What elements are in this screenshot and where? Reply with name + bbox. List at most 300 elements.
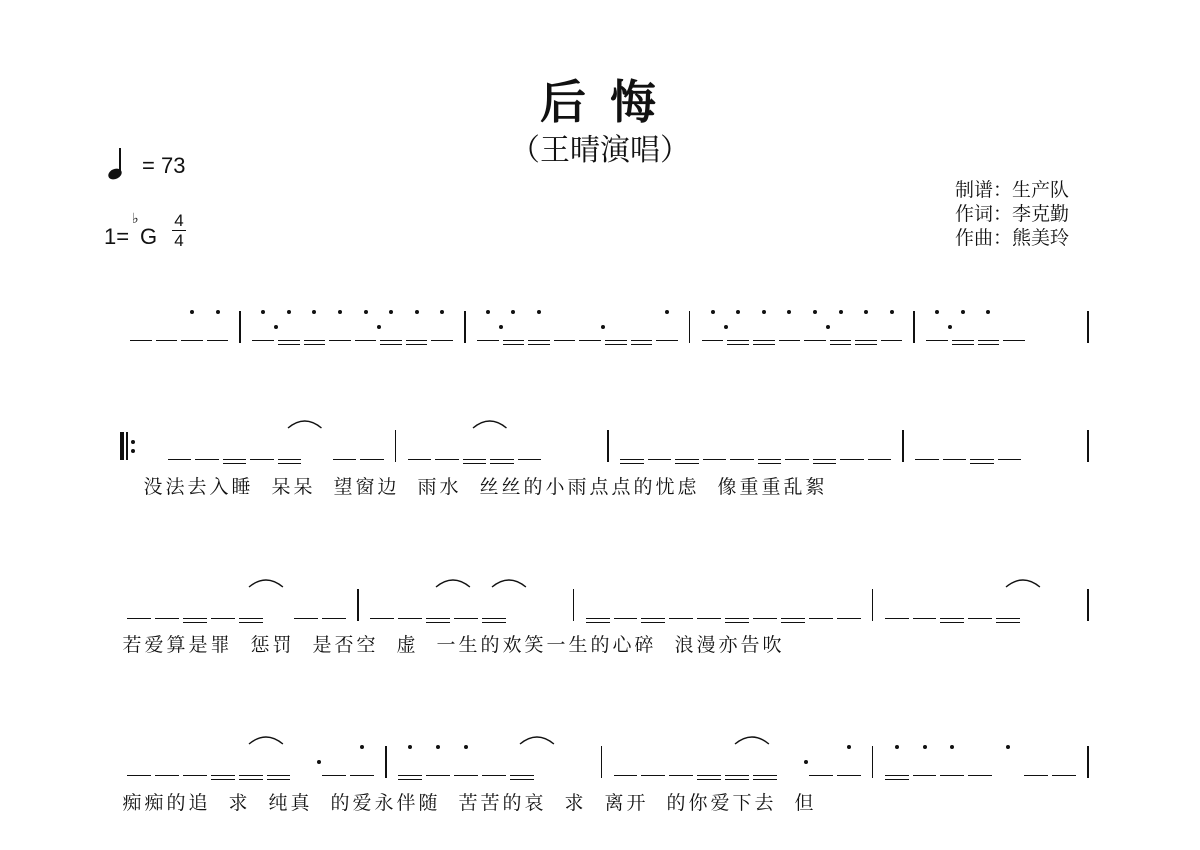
beam-underline [725, 618, 749, 619]
beam-underline [183, 618, 207, 619]
beam-underline [127, 775, 151, 776]
lyric-char: 的 [166, 792, 186, 814]
octave-high-dot [216, 310, 220, 314]
beam-underline [1003, 340, 1025, 341]
octave-high-dot [864, 310, 868, 314]
beam-underline-3 [223, 463, 246, 464]
beam-underline [840, 459, 863, 460]
beam-underline [435, 459, 458, 460]
beam-underline-3 [940, 622, 964, 623]
beam-underline [211, 775, 235, 776]
lyric-char: 生 [458, 634, 478, 656]
octave-high-dot [736, 310, 740, 314]
beam-underline [211, 618, 235, 619]
beam-underline-3 [510, 779, 534, 780]
beam-underline [454, 618, 478, 619]
beam-underline [697, 775, 721, 776]
beam-underline-3 [398, 779, 422, 780]
octave-high-dot [935, 310, 939, 314]
beam-underline [250, 459, 273, 460]
beam-underline [804, 340, 826, 341]
beam-underline [730, 459, 753, 460]
octave-high-dot [813, 310, 817, 314]
barline [872, 746, 874, 778]
beam-underline [641, 618, 665, 619]
lyric-char: 丝 [479, 476, 499, 498]
beam-underline [482, 775, 506, 776]
octave-high-dot [537, 310, 541, 314]
beam-underline-3 [675, 463, 698, 464]
barline [464, 311, 466, 343]
lyric-char: 法 [165, 476, 185, 498]
octave-high-dot [389, 310, 393, 314]
barline [913, 311, 915, 343]
key-note: G [140, 224, 158, 249]
barline [607, 430, 609, 462]
time-denominator: 4 [174, 231, 184, 250]
beam-underline [785, 459, 808, 460]
lyric-char: 爱 [144, 634, 164, 656]
beam-underline [940, 775, 964, 776]
beam-underline-2 [380, 344, 402, 345]
lyric-char: 亦 [718, 634, 738, 656]
lyric-char: 虚 [396, 634, 416, 656]
beam-underline [885, 775, 909, 776]
beam-underline-3 [528, 344, 550, 345]
beam-underline-3 [978, 344, 1000, 345]
lyrics-line [142, 476, 826, 498]
song-title: 后 悔 [539, 75, 660, 129]
beam-underline [885, 618, 909, 619]
beam-underline [482, 618, 506, 619]
lyric-char: 哀 [524, 792, 544, 814]
lyric-char: 呆 [293, 476, 313, 498]
lyric-char: 随 [418, 792, 438, 814]
barline [902, 430, 904, 462]
beam-underline [333, 459, 356, 460]
lyric-char: 伴 [396, 792, 416, 814]
lyric-char: 望 [333, 476, 353, 498]
beam-underline-3 [183, 622, 207, 623]
barline [385, 746, 387, 778]
beam-underline-3 [970, 463, 993, 464]
beam-underline [518, 459, 541, 460]
lyric-char: 纯 [268, 792, 288, 814]
beam-underline [426, 618, 450, 619]
tie-arc [434, 575, 472, 589]
barline [1087, 311, 1089, 343]
lyric-char: 笑 [524, 634, 544, 656]
lyric-char: 去 [187, 476, 207, 498]
lyrics-line [121, 792, 815, 814]
beam-underline [252, 340, 274, 341]
beam-underline-3 [885, 779, 909, 780]
beam-underline-3 [725, 779, 749, 780]
beam-underline [996, 618, 1020, 619]
song-subtitle: （王晴演唱） [510, 133, 690, 168]
octave-high-dot [950, 745, 954, 749]
beam-underline-2 [503, 344, 525, 345]
dotted-note-dot [274, 325, 278, 329]
beam-underline [406, 340, 428, 341]
tie-arc [490, 575, 528, 589]
beam-underline [156, 340, 178, 341]
beam-underline-3 [697, 779, 721, 780]
lyric-char: 重 [739, 476, 759, 498]
lyric-char: 虑 [677, 476, 697, 498]
barline [872, 589, 874, 621]
lyric-char: 呆 [271, 476, 291, 498]
beam-underline [398, 618, 422, 619]
lyric-char: 漫 [696, 634, 716, 656]
beam-underline [322, 618, 346, 619]
beam-underline [913, 618, 937, 619]
beam-underline-3 [239, 779, 263, 780]
lyric-char: 碎 [634, 634, 654, 656]
beam-underline [605, 340, 627, 341]
octave-high-dot [190, 310, 194, 314]
lyric-char: 你 [688, 792, 708, 814]
lyric-char: 去 [754, 792, 774, 814]
beam-underline [1024, 775, 1048, 776]
lyricist-credit: 作词：李克勤 [955, 203, 1070, 225]
dotted-note-dot [948, 325, 952, 329]
beam-underline [781, 618, 805, 619]
beam-underline [127, 618, 151, 619]
lyric-char: 是 [312, 634, 332, 656]
flat-icon: ♭ [132, 210, 139, 226]
lyric-char: 痴 [122, 792, 142, 814]
lyric-char: 欢 [502, 634, 522, 656]
octave-high-dot [762, 310, 766, 314]
beam-underline [195, 459, 218, 460]
arranger-credit: 制谱：生产队 [955, 179, 1070, 201]
beam-underline [779, 340, 801, 341]
beam-underline [952, 340, 974, 341]
beam-underline [614, 775, 638, 776]
beam-underline [978, 340, 1000, 341]
beam-underline-3 [490, 463, 513, 464]
lyric-char: 求 [564, 792, 584, 814]
lyric-char: 没 [143, 476, 163, 498]
dotted-note-dot [826, 325, 830, 329]
octave-high-dot [338, 310, 342, 314]
octave-high-dot [961, 310, 965, 314]
lyric-char: 空 [356, 634, 376, 656]
dotted-note-dot [377, 325, 381, 329]
quarter-note-stem [119, 148, 121, 174]
beam-underline [669, 618, 693, 619]
beam-underline-2 [952, 344, 974, 345]
lyric-char: 小 [545, 476, 565, 498]
beam-underline-3 [753, 779, 777, 780]
octave-high-dot [287, 310, 291, 314]
beam-underline [398, 775, 422, 776]
beam-underline [490, 459, 513, 460]
tie-arc [471, 416, 508, 430]
octave-high-dot [711, 310, 715, 314]
beam-underline [940, 618, 964, 619]
composer-credit: 作曲：熊美玲 [955, 227, 1070, 249]
octave-high-dot [511, 310, 515, 314]
beam-underline [970, 459, 993, 460]
lyric-char: 的 [590, 634, 610, 656]
beam-underline [207, 340, 229, 341]
beam-underline [239, 775, 263, 776]
lyric-char: 算 [166, 634, 186, 656]
tie-arc [247, 575, 285, 589]
lyric-char: 雨 [567, 476, 587, 498]
beam-underline [669, 775, 693, 776]
dotted-note-dot [724, 325, 728, 329]
beam-underline [913, 775, 937, 776]
tie-arc [1004, 575, 1042, 589]
lyric-char: 离 [604, 792, 624, 814]
octave-high-dot [986, 310, 990, 314]
barline [573, 589, 575, 621]
tempo-value: = 73 [142, 153, 186, 178]
lyric-char: 雨 [417, 476, 437, 498]
octave-high-dot [895, 745, 899, 749]
beam-underline-3 [781, 622, 805, 623]
beam-underline [809, 618, 833, 619]
beam-underline [360, 459, 383, 460]
beam-underline [648, 459, 671, 460]
octave-high-dot [360, 745, 364, 749]
lyric-char: 否 [334, 634, 354, 656]
beam-underline [554, 340, 576, 341]
beam-underline-3 [278, 463, 301, 464]
beam-underline [758, 459, 781, 460]
beam-underline [350, 775, 374, 776]
beam-underline-3 [304, 344, 326, 345]
lyric-char: 若 [122, 634, 142, 656]
lyric-char: 像 [717, 476, 737, 498]
beam-underline [968, 618, 992, 619]
beam-underline [528, 340, 550, 341]
beam-underline-3 [631, 344, 653, 345]
lyric-char: 的 [633, 476, 653, 498]
octave-high-dot [436, 745, 440, 749]
beam-underline [239, 618, 263, 619]
barline [1087, 589, 1089, 621]
lyric-char: 下 [732, 792, 752, 814]
credits [955, 178, 1069, 250]
lyric-char: 告 [740, 634, 760, 656]
beam-underline [155, 618, 179, 619]
repeat-dot-lower [131, 449, 135, 453]
beam-underline-3 [641, 622, 665, 623]
lyric-char: 边 [377, 476, 397, 498]
lyric-char: 吹 [762, 634, 782, 656]
lyric-char: 开 [626, 792, 646, 814]
octave-high-dot [408, 745, 412, 749]
beam-underline-3 [758, 463, 781, 464]
lyric-char: 生 [568, 634, 588, 656]
lyric-char: 惩 [250, 634, 270, 656]
beam-underline [809, 775, 833, 776]
octave-high-dot [839, 310, 843, 314]
beam-underline-3 [463, 463, 486, 464]
octave-high-dot [847, 745, 851, 749]
beam-underline [703, 459, 726, 460]
lyric-char: 苦 [480, 792, 500, 814]
beam-underline-3 [239, 622, 263, 623]
beam-underline [155, 775, 179, 776]
beam-underline-2 [605, 344, 627, 345]
beam-underline [503, 340, 525, 341]
beam-underline [725, 775, 749, 776]
beam-underline [168, 459, 191, 460]
lyric-char: 是 [188, 634, 208, 656]
beam-underline [641, 775, 665, 776]
lyric-char: 爱 [710, 792, 730, 814]
beam-underline-3 [620, 463, 643, 464]
lyric-char: 浪 [674, 634, 694, 656]
beam-underline-3 [426, 622, 450, 623]
barline [357, 589, 359, 621]
time-signature [172, 212, 186, 249]
barline [601, 746, 603, 778]
beam-underline-2 [727, 344, 749, 345]
beam-underline [631, 340, 653, 341]
lyric-char: 点 [611, 476, 631, 498]
beam-underline [355, 340, 377, 341]
beam-underline-2 [278, 344, 300, 345]
beam-underline [753, 340, 775, 341]
beam-underline-3 [855, 344, 877, 345]
beam-underline [753, 775, 777, 776]
barline [1087, 430, 1089, 462]
lyric-char: 一 [546, 634, 566, 656]
beam-underline [267, 775, 291, 776]
barline [395, 430, 397, 462]
tie-arc [518, 732, 556, 746]
octave-high-dot [486, 310, 490, 314]
beam-underline [322, 775, 346, 776]
lyric-char: 水 [439, 476, 459, 498]
beam-underline [702, 340, 724, 341]
lyric-char: 睡 [231, 476, 251, 498]
octave-high-dot [261, 310, 265, 314]
barline [239, 311, 241, 343]
octave-high-dot [665, 310, 669, 314]
beam-underline [620, 459, 643, 460]
lyric-char: 的 [330, 792, 350, 814]
beam-underline [697, 618, 721, 619]
beam-underline [463, 459, 486, 460]
lyric-char: 入 [209, 476, 229, 498]
lyric-char: 絮 [805, 476, 825, 498]
dotted-note-dot [499, 325, 503, 329]
lyric-char: 罚 [272, 634, 292, 656]
beam-underline [837, 618, 861, 619]
lyric-char: 真 [290, 792, 310, 814]
repeat-start-thin-bar [126, 432, 128, 460]
beam-underline [370, 618, 394, 619]
beam-underline [223, 459, 246, 460]
beam-underline [431, 340, 453, 341]
beam-underline [278, 459, 301, 460]
lyric-char: 求 [228, 792, 248, 814]
beam-underline [304, 340, 326, 341]
key-signature [104, 210, 158, 250]
dotted-note-dot [601, 325, 605, 329]
dotted-note-dot [317, 760, 321, 764]
time-numerator: 4 [174, 211, 184, 230]
beam-underline [1052, 775, 1076, 776]
beam-underline [380, 340, 402, 341]
beam-underline [477, 340, 499, 341]
octave-high-dot [890, 310, 894, 314]
octave-high-dot [364, 310, 368, 314]
lyric-char: 窗 [355, 476, 375, 498]
lyric-char: 的 [502, 792, 522, 814]
beam-underline [813, 459, 836, 460]
lyric-char: 的 [523, 476, 543, 498]
lyric-char: 的 [480, 634, 500, 656]
beam-underline [727, 340, 749, 341]
beam-underline-3 [813, 463, 836, 464]
beam-underline [881, 340, 903, 341]
lyric-char: 罪 [210, 634, 230, 656]
beam-underline [855, 340, 877, 341]
lyric-char: 点 [589, 476, 609, 498]
lyric-char: 爱 [352, 792, 372, 814]
beam-underline-3 [725, 622, 749, 623]
lyric-char: 但 [794, 792, 814, 814]
beam-underline [329, 340, 351, 341]
beam-underline [943, 459, 966, 460]
beam-underline [278, 340, 300, 341]
beam-underline [294, 618, 318, 619]
barline [1087, 746, 1089, 778]
beam-underline [868, 459, 891, 460]
lyric-char: 乱 [783, 476, 803, 498]
beam-underline [926, 340, 948, 341]
beam-underline [837, 775, 861, 776]
repeat-start-thick-bar [120, 432, 124, 460]
beam-underline [181, 340, 203, 341]
beam-underline [510, 775, 534, 776]
beam-underline [753, 618, 777, 619]
beam-underline [830, 340, 852, 341]
tie-arc [247, 732, 285, 746]
octave-high-dot [415, 310, 419, 314]
lyric-char: 痴 [144, 792, 164, 814]
lyric-char: 重 [761, 476, 781, 498]
beam-underline [426, 775, 450, 776]
octave-high-dot [923, 745, 927, 749]
beam-underline [614, 618, 638, 619]
beam-underline [579, 340, 601, 341]
beam-underline [130, 340, 152, 341]
key-prefix: 1= [104, 224, 130, 249]
beam-underline-3 [996, 622, 1020, 623]
beam-underline-3 [211, 779, 235, 780]
lyric-char: 的 [666, 792, 686, 814]
beam-underline [968, 775, 992, 776]
lyric-char: 一 [436, 634, 456, 656]
lyric-char: 追 [188, 792, 208, 814]
beam-underline-3 [482, 622, 506, 623]
beam-underline-3 [753, 344, 775, 345]
beam-underline [408, 459, 431, 460]
lyric-char: 忧 [655, 476, 675, 498]
lyrics-line [121, 634, 783, 656]
octave-high-dot [464, 745, 468, 749]
beam-underline [675, 459, 698, 460]
